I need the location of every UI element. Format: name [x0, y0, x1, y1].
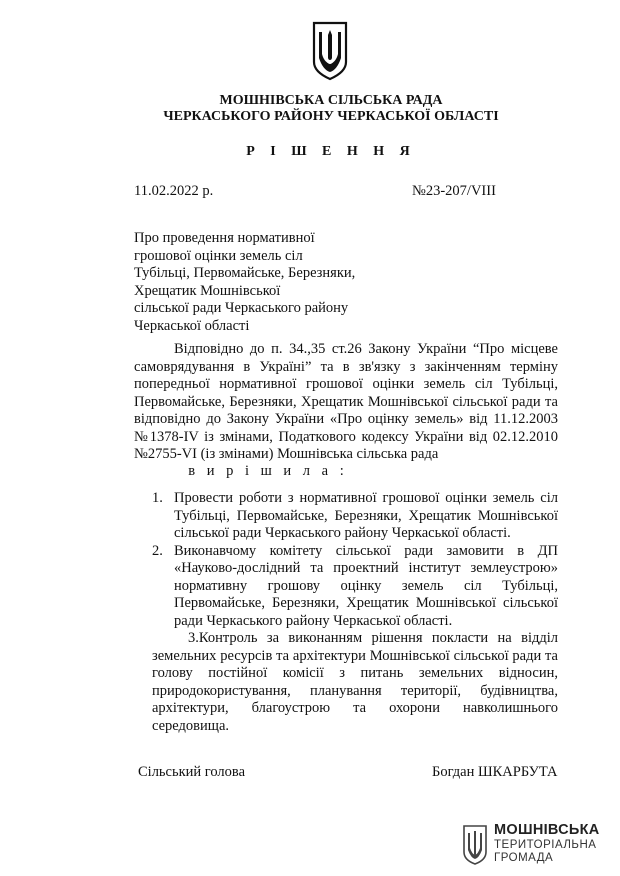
signatory-name: Богдан ШКАРБУТА	[432, 764, 558, 780]
trident-icon	[462, 824, 488, 866]
subject-line: Про проведення нормативної	[134, 230, 315, 246]
resolved-label: в и р і ш и л а :	[188, 463, 348, 479]
decision-items	[152, 490, 558, 735]
item-number: 2.	[152, 542, 163, 559]
subject-line: грошової оцінки земель сіл	[134, 247, 303, 264]
document-type: Р І Ш Е Н Н Я	[246, 144, 416, 159]
council-district: ЧЕРКАСЬКОГО РАЙОНУ ЧЕРКАСЬКОЇ ОБЛАСТІ	[163, 109, 499, 124]
item-number: 1.	[152, 490, 163, 506]
logo-text	[494, 822, 600, 865]
subject-line: Тубільці, Первомайське, Березняки,	[134, 265, 356, 281]
logo-subtitle: ТЕРИТОРІАЛЬНА	[494, 839, 597, 851]
preamble	[134, 341, 558, 464]
coat-of-arms-icon	[311, 20, 349, 82]
document-number: №23-207/VIII	[412, 183, 496, 199]
signatory-title: Сільський голова	[138, 764, 246, 780]
logo-title: МОШНІВСЬКА	[494, 822, 600, 838]
document-date: 11.02.2022 р.	[134, 183, 214, 199]
subject-line: Хрещатик Мошнівської	[134, 282, 281, 299]
decision-item	[152, 490, 558, 543]
subject-line: сільської ради Черкаського району	[134, 300, 349, 316]
community-logo	[462, 822, 607, 870]
subject-line: Черкаської області	[134, 317, 250, 334]
council-name: МОШНІВСЬКА СІЛЬСЬКА РАДА	[219, 93, 443, 108]
item-text: Провести роботи з нормативної грошової оцінки земель сіл Тубільці, Первомайське, Березняки, Хрещатик Мошнівської сільської ради Черкаського району Черкаської області.	[174, 490, 558, 541]
preamble-paragraph: Відповідно до п. 34.,35 ст.26 Закону України “Про місцеве самоврядування в Україні” та в зв'язку з закінченням терміну попередньої нормативної грошової оцінки земель сіл Тубільці, Первомайське, Березняки, Хрещатик Мошнівської сільської ради та відповідно до Закону України «Про оцінку земель» від 11.12.2003 №1378-IV із змінами, Податкового кодексу України від 02.12.2010 №2755-VI (із змінами) Мошнівська сільська рада	[134, 341, 558, 462]
item-text: 3.Контроль за виконанням рішення покласти на відділ земельних ресурсів та архітектури Мошнівської сільської ради та голову постійної комісії з питань земельних відносин, природокористування, планування території, будівництва, архітектури, благоустрою та охорони навколишнього середовища.	[152, 630, 558, 734]
logo-subtitle: ГРОМАДА	[494, 852, 554, 864]
item-text: Виконавчому комітету сільської ради замовити в ДП «Науково-дослідний та проектний інститут землеустрою» нормативну грошову оцінку земель сіл Тубільці, Первомайське, Березняки, Хрещатик Мошнівської сільської ради Черкаського району Черкаської області.	[174, 542, 558, 629]
document-subject	[134, 230, 394, 335]
decision-item	[152, 543, 558, 631]
decision-item	[152, 630, 558, 735]
